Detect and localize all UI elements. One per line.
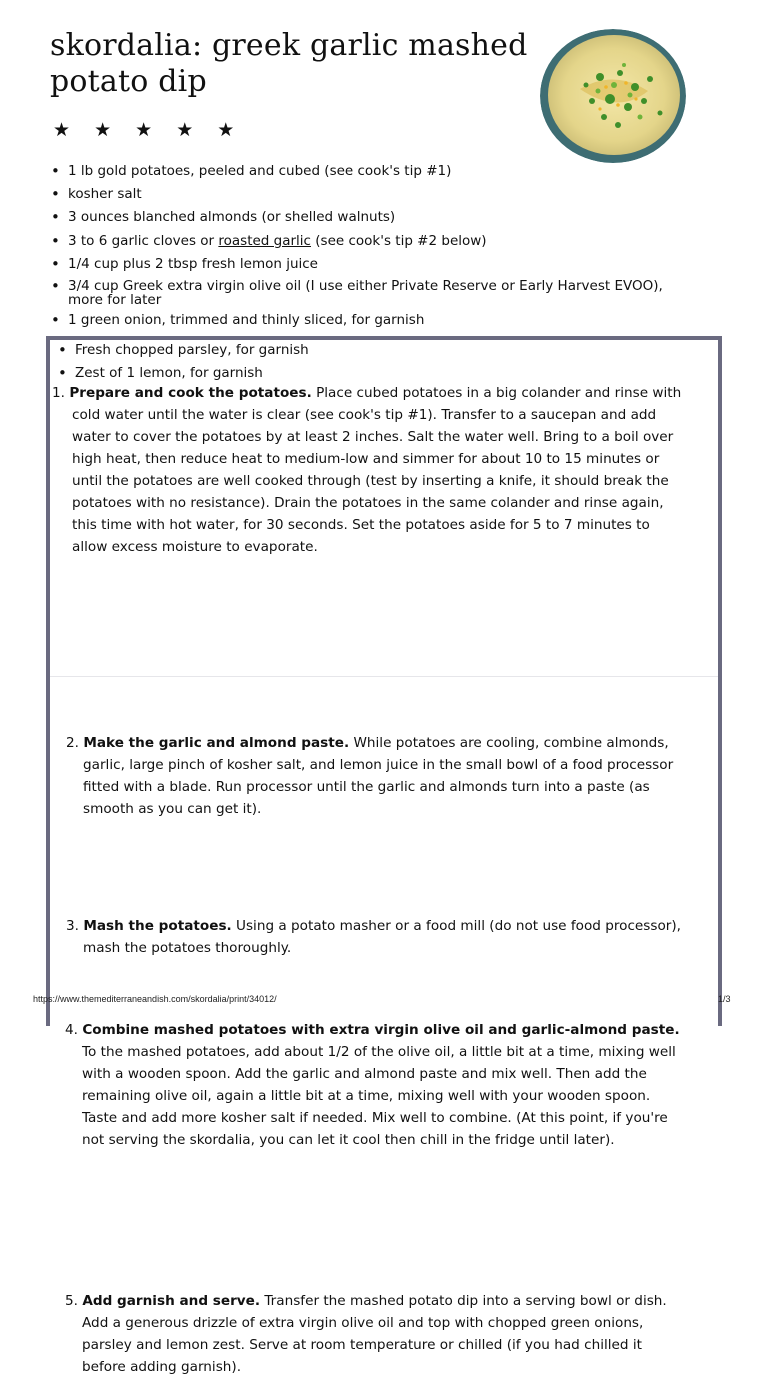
- instruction-step: [66, 915, 686, 959]
- step-number: 1.: [52, 385, 65, 401]
- step-number: 4.: [65, 1022, 78, 1038]
- divider: [50, 676, 718, 677]
- step-text: To the mashed potatoes, add about 1/2 of the olive oil, a little bit at a time, mixing well with a wooden spoon. Add the garlic and almond paste and mix well. Then add the remaining olive oil, again a little bit at a time, mixing well with your wooden spoon. Taste and add more kosher salt if needed. Mix well to combine. (At this point, if you're not serving the skordalia, you can let it cool then chill in the fridge until later).: [82, 1044, 676, 1148]
- step-number: 2.: [66, 735, 79, 751]
- step-title: Mash the potatoes.: [83, 918, 232, 934]
- ingredient-text: 3 to 6 garlic cloves or: [68, 232, 219, 249]
- step-title: Combine mashed potatoes with extra virgin olive oil and garlic-almond paste.: [82, 1022, 680, 1038]
- step-text: Place cubed potatoes in a big colander and rinse with cold water until the water is clear (see cook's tip #1). Transfer to a saucepan and add water to cover the potatoes by at least 2 inches. Salt the water well. Bring to a boil over high heat, then reduce heat to medium-low and simmer for about 10 to 15 minutes or until the potatoes are well cooked through (test by inserting a knife, it should break the potatoes with no resistance). Drain the potatoes in the same colander and rinse again, this time with hot water, for 30 seconds. Set the potatoes aside for 5 to 7 minutes to allow excess moisture to evaporate.: [72, 385, 682, 555]
- ingredient-item: • 1/4 cup plus 2 tbsp fresh lemon juice: [50, 256, 690, 272]
- page-number: 1/3: [718, 994, 731, 1004]
- instruction-step: [66, 732, 686, 820]
- ingredients-list: [50, 163, 690, 335]
- step-title: Prepare and cook the potatoes.: [69, 385, 312, 401]
- step-text: Using a potato masher or a food mill (do not use food processor), mash the potatoes thoroughly.: [83, 918, 681, 956]
- step-title: Make the garlic and almond paste.: [83, 735, 350, 751]
- footer-url[interactable]: https://www.themediterraneandish.com/skordalia/print/34012/: [33, 994, 277, 1004]
- step-number: 5.: [65, 1293, 78, 1309]
- ingredient-item: • 1 lb gold potatoes, peeled and cubed (see cook's tip #1): [50, 163, 690, 179]
- ingredient-item: • kosher salt: [50, 186, 690, 202]
- step-number: 3.: [66, 918, 79, 934]
- instruction-step: [52, 382, 682, 558]
- instruction-step: [65, 1019, 685, 1151]
- step-text: Transfer the mashed potato dip into a serving bowl or dish. Add a generous drizzle of extra virgin olive oil and top with chopped green onions, parsley and lemon zest. Serve at room temperature or chilled (if you had chilled it before adding garnish).: [82, 1293, 667, 1375]
- ingredient-text: (see cook's tip #2 below): [310, 232, 487, 249]
- ingredient-item: • 1 green onion, trimmed and thinly sliced, for garnish: [50, 312, 690, 328]
- instruction-step: [65, 1290, 685, 1378]
- ingredient-item: • 3/4 cup Greek extra virgin olive oil (I use either Private Reserve or Early Harvest EVOO), more for later: [50, 279, 690, 307]
- step-title: Add garnish and serve.: [82, 1293, 261, 1309]
- ingredient-item: [50, 233, 690, 249]
- recipe-photo: [540, 29, 686, 163]
- roasted-garlic-link[interactable]: roasted garlic: [218, 232, 311, 249]
- rating-stars: ★ ★ ★ ★ ★: [53, 119, 244, 141]
- ingredient-item: • 3 ounces blanched almonds (or shelled walnuts): [50, 209, 690, 225]
- ingredient-item: • Fresh chopped parsley, for garnish: [57, 342, 697, 358]
- ingredient-item: • Zest of 1 lemon, for garnish: [57, 365, 697, 381]
- recipe-title: skordalia: greek garlic mashed potato dip: [50, 28, 528, 99]
- step-text: While potatoes are cooling, combine almonds, garlic, large pinch of kosher salt, and lemon juice in the small bowl of a food processor fitted with a blade. Run processor until the garlic and almonds turn into a paste (as smooth as you can get it).: [83, 735, 674, 817]
